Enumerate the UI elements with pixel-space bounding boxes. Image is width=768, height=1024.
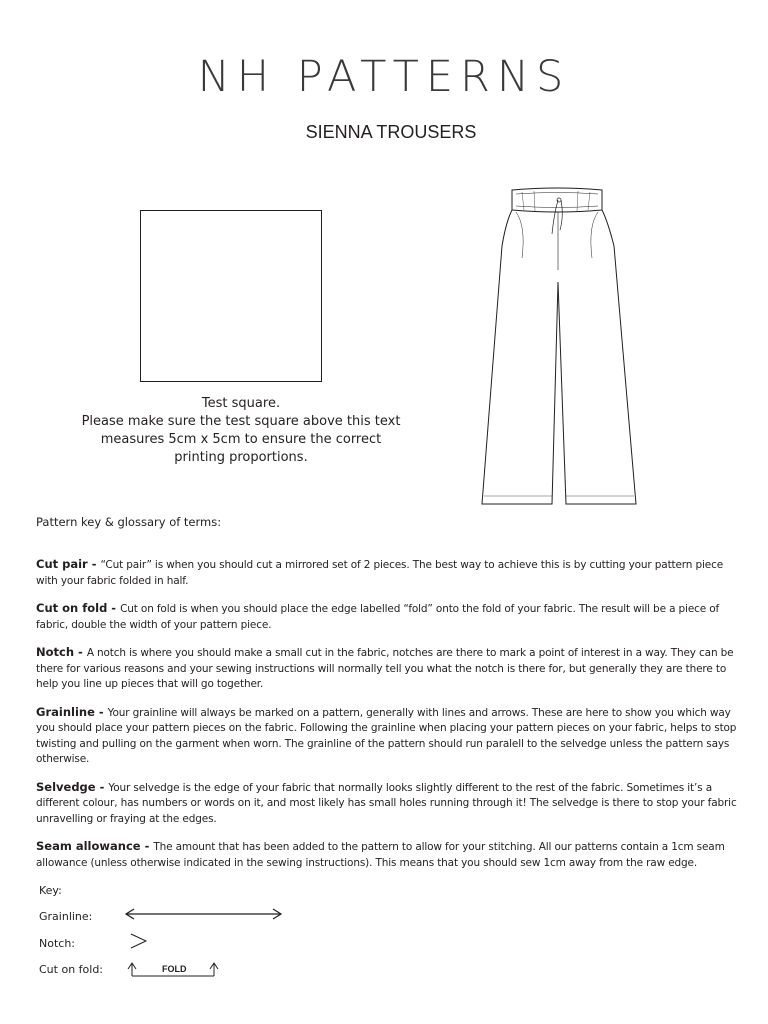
caption-line: Test square. — [201, 396, 281, 411]
caption-line: measures 5cm x 5cm to ensure the correct — [100, 432, 382, 447]
key-grainline-label: Grainline: — [39, 910, 93, 923]
term-definition: Cut on fold is when you should place the edge labelled “fold” onto the fold of your fabric. The result will be a piece of fabric, double the width of your pattern piece. — [36, 603, 720, 631]
term-name: Notch - — [36, 645, 87, 659]
product-title: SIENNA TROUSERS — [305, 122, 477, 142]
term-definition: “Cut pair” is when you should cut a mirrored set of 2 pieces. The best way to achieve this is by cutting your pattern piece with your fabric folded in half. — [36, 559, 724, 587]
brand-title: NH PATTERNS — [197, 52, 571, 102]
glossary-term — [36, 839, 738, 871]
trousers-flat-sketch-icon — [478, 186, 640, 512]
glossary-term — [36, 645, 738, 693]
glossary-term — [36, 780, 738, 828]
key-title: Key: — [39, 884, 62, 897]
test-square — [140, 210, 322, 382]
term-definition: The amount that has been added to the pattern to allow for your stitching. All our patterns contain a 1cm seam allowance (unless otherwise indicated in the sewing instructions). This means that you should sew 1cm away from the raw edge. — [36, 841, 725, 869]
fold-marker-text: FOLD — [162, 964, 187, 974]
caption-line: Please make sure the test square above this text — [81, 414, 401, 429]
double-arrow-icon — [124, 906, 284, 922]
term-name: Cut pair - — [36, 557, 101, 571]
term-name: Cut on fold - — [36, 601, 121, 615]
term-definition: Your grainline will always be marked on a pattern, generally with lines and arrows. These are here to show you which way you should place your pattern pieces on the fabric. Following the grainline when placing your pattern pieces on your fabric, helps to stop twisting and pulling on the garment when worn. The grainline of the pattern should run paralell to the selvedge unless the pattern says otherwise. — [36, 706, 737, 765]
term-definition: A notch is where you should make a small cut in the fabric, notches are there to mark a point of interest in a way. They can be there for various reasons and your sewing instructions will normally tell you what the notch is there for, but generally they are there to help you line up pieces that will go together. — [36, 647, 734, 690]
term-name: Grainline - — [36, 704, 108, 719]
glossary-term — [36, 705, 738, 768]
notch-triangle-icon — [129, 932, 149, 950]
key-cut-on-fold-label: Cut on fold: — [39, 963, 104, 976]
glossary-terms — [36, 557, 738, 883]
term-definition: Your selvedge is the edge of your fabric that normally looks slightly different to the rest of the fabric. Sometimes it’s a different colour, has numbers or words on it, and most likely has small holes running through it! The selvedge is there to stop your fabric unravelling or fraying at the edges. — [36, 781, 737, 825]
key-notch-label: Notch: — [39, 937, 75, 950]
caption-line: printing proportions. — [174, 450, 308, 465]
term-name: Selvedge - — [36, 779, 109, 794]
test-square-caption — [70, 395, 412, 467]
glossary-term — [36, 601, 738, 633]
glossary-term — [36, 557, 738, 589]
term-name: Seam allowance - — [36, 839, 154, 853]
glossary-heading: Pattern key & glossary of terms: — [36, 515, 222, 529]
